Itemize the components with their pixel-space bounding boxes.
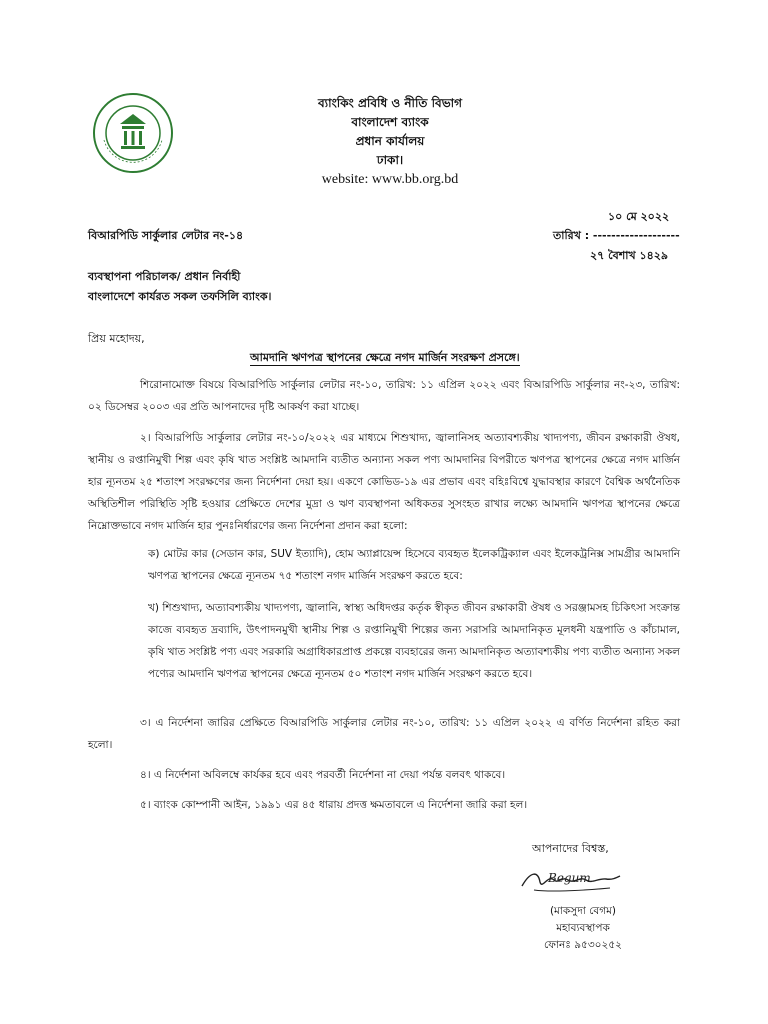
bank-name: বাংলাদেশ ব্যাংক [351,115,429,129]
signature-image [518,864,624,896]
city-name: ঢাকা। [376,153,404,167]
paragraph-2: ২। বিআরপিডি সার্কুলার লেটার নং-১০/২০২২ এর মাধ্যমে শিশুখাদ্য, জ্বালানিসহ অত্যাবশ্যকীয় খাদ্যপণ্য, জীবন রক্ষাকারী ঔষধ, স্থানীয় ও রপ্তানিমুখী শিল্প এবং কৃষি খাত সংশ্লিষ্ট আমদানি ব্যতীত অন্যান্য সকল পণ্য আমদানির বিপরীতে ঋণপত্র স্থাপনের ক্ষেত্রে নগদ মার্জিন হার ন্যূনতম ২৫ শতাংশ সংরক্ষণের জন্য নির্দেশনা দেয়া হয়। একণে কোভিড-১৯ এর প্রভাব এবং বহিঃবিশ্বে যুদ্ধাবস্থার কারণে বৈশ্বিক অর্থনৈতিক অস্থিতিশীল পরিস্থিতি সৃষ্টি হওয়ার প্রেক্ষিতে দেশের মুদ্রা ও ঋণ ব্যবস্থাপনা অধিকতর সুসংহত রাখার লক্ষ্যে আমদানি ঋণপত্র স্থাপনের ক্ষেত্রে নিম্নোক্তভাবে নগদ মার্জিন হার পুনঃনির্ধারণের জন্য নির্দেশনা প্রদান করা হলো: [88,432,680,532]
circular-number: বিআরপিডি সার্কুলার লেটার নং-১৪ [88,229,244,242]
paragraph-4: ৪। এ নির্দেশনা অবিলম্বে কার্যকর হবে এবং পরবর্তী নির্দেশনা না দেয়া পর্যন্ত বলবৎ থাকবে। [140,769,506,781]
date-bangla: ২৭ বৈশাখ ১৪২৯ [590,249,669,262]
addressee-line-2: বাংলাদেশে কার্যরত সকল তফসিলি ব্যাংক। [88,290,272,303]
closing-yours: আপনাদের বিশ্বস্ত, [532,842,609,855]
office-name: প্রধান কার্যালয় [355,134,425,148]
paragraph-1: শিরোনামোক্ত বিষয়ে বিআরপিডি সার্কুলার লেটার নং-১০, তারিখ: ১১ এপ্রিল ২০২২ এবং বিআরপিডি সার্কুলার নং-২৩, তারিখ: ০২ ডিসেম্বর ২০০৩ এর প্রতি আপনাদের দৃষ্টি আকর্ষণ করা যাচ্ছে। [88,379,680,413]
subject-line: আমদানি ঋণপত্র স্থাপনের ক্ষেত্রে নগদ মার্জিন সংরক্ষণ প্রসঙ্গে। [250,351,520,364]
bangladesh-bank-logo [92,92,174,174]
paragraph-5: ৫। ব্যাংক কোম্পানী আইন, ১৯৯১ এর ৪৫ ধারায় প্রদত্ত ক্ষমতাবলে এ নির্দেশনা জারি করা হল। [140,799,528,811]
addressee-line-1: ব্যবস্থাপনা পরিচালক/ প্রধান নির্বাহী [88,270,241,283]
date-label: তারিখ : ------------------- [553,229,680,242]
clause-ka: ক) মোটর কার (সেডান কার, SUV ইত্যাদি), হোম অ্যাপ্লায়েন্স হিসেবে ব্যবহৃত ইলেকট্রিক্যাল এবং ইলেকট্রনিক্স সামগ্রীর আমদানি ঋণপত্র স্থাপনের ক্ষেত্রে ন্যূনতম ৭৫ শতাংশ নগদ মার্জিন সংরক্ষণ করতে হবে: [148,548,680,582]
signatory-designation: মহাব্যবস্থাপক [556,922,610,934]
clause-kha: খ) শিশুখাদ্য, অত্যাবশ্যকীয় খাদ্যপণ্য, জ্বালানি, স্বাস্থ্য অধিদপ্তর কর্তৃক স্বীকৃত জীবন রক্ষাকারী ঔষধ ও সরঞ্জামসহ চিকিৎসা সংক্রান্ত কাজে ব্যবহৃত দ্রব্যাদি, উৎপাদনমুখী স্থানীয় শিল্প ও রপ্তানিমুখী শিল্পের জন্য সরাসরি আমদানিকৃত মূলধনী যন্ত্রপাতি ও কাঁচামাল, কৃষি খাত সংশ্লিষ্ট পণ্য এবং সরকারি অগ্রাধিকারপ্রাপ্ত প্রকল্পে ব্যবহারের জন্য আমদানিকৃত অত্যাবশ্যকীয় পণ্য ব্যতীত অন্যান্য সকল পণ্যের আমদানি ঋণপত্র স্থাপনের ক্ষেত্রে ন্যূনতম ৫০ শতাংশ নগদ মার্জিন সংরক্ষণ করতে হবে। [148,602,680,680]
signature-text: Begum [548,871,591,885]
signatory-name: (মাকসুদা বেগম) [549,905,617,917]
signatory-phone: ফোনঃ ৯৫৩০২৫২ [544,939,622,951]
website-text: website: www.bb.org.bd [321,172,459,187]
department-name: ব্যাংকিং প্রবিধি ও নীতি বিভাগ [318,96,462,110]
paragraph-3: ৩। এ নির্দেশনা জারির প্রেক্ষিতে বিআরপিডি সার্কুলার লেটার নং-১০, তারিখ: ১১ এপ্রিল ২০২২ এ বর্ণিত নির্দেশনা রহিত করা হলো। [88,717,680,751]
salutation: প্রিয় মহোদয়, [88,332,145,345]
date-english: ১০ মে ২০২২ [608,210,670,223]
